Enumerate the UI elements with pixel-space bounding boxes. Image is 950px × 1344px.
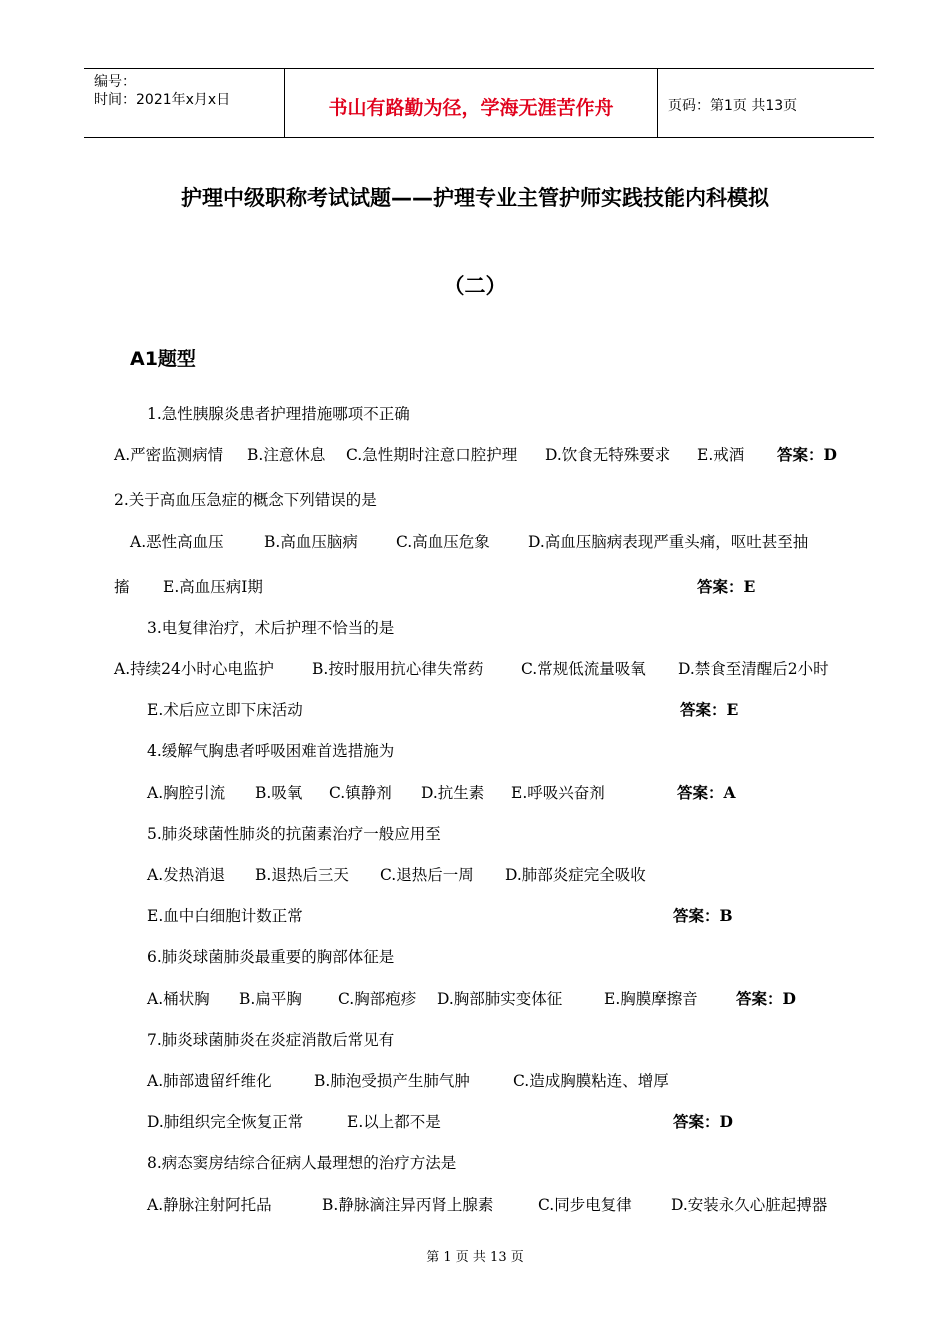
option: D.饮食无特殊要求 [545,446,671,464]
answer-label: 答案：E [697,577,756,596]
question-stem: 3.电复律治疗，术后护理不恰当的是 [147,619,395,637]
option-continuation: 搐 [114,578,130,596]
page-footer: 第 1 页 共 13 页 [426,1250,524,1265]
option: D.胸部肺实变体征 [437,990,563,1008]
option: E.血中白细胞计数正常 [147,907,303,925]
option: C.胸部疱疹 [338,990,417,1008]
option: C.高血压危象 [396,533,490,551]
option: A.恶性高血压 [130,533,224,551]
question-stem: 1.急性胰腺炎患者护理措施哪项不正确 [147,405,410,423]
header-meta-cell [84,69,284,137]
section-heading: A1题型 [130,348,196,370]
option: A.持续24小时心电监护 [114,660,274,678]
option: D.高血压脑病表现严重头痛，呕吐甚至抽 [528,533,809,551]
option: B.高血压脑病 [264,533,358,551]
option: C.造成胸膜粘连、增厚 [513,1072,669,1090]
question-stem: 8.病态窦房结综合征病人最理想的治疗方法是 [147,1154,457,1172]
option: A.发热消退 [147,866,226,884]
option: A.胸腔引流 [147,784,226,802]
option: D.安装永久心脏起搏器 [671,1196,828,1214]
option: B.静脉滴注异丙肾上腺素 [322,1196,494,1214]
option: D.肺部炎症完全吸收 [505,866,646,884]
header-motto-cell [284,69,658,137]
option: B.按时服用抗心律失常药 [312,660,484,678]
answer-label: 答案：B [673,906,733,925]
option: D.禁食至清醒后2小时 [678,660,829,678]
document-title: 护理中级职称考试试题——护理专业主管护师实践技能内科模拟 [181,186,769,210]
option: E.高血压病Ⅰ期 [163,578,263,596]
option: C.镇静剂 [329,784,392,802]
option: C.急性期时注意口腔护理 [346,446,518,464]
option: E.戒酒 [697,446,745,464]
answer-label: 答案：E [680,700,739,719]
document-number-label: 编号： [94,74,136,90]
question-stem: 6.肺炎球菌肺炎最重要的胸部体征是 [147,948,395,966]
option: C.同步电复律 [538,1196,632,1214]
document-title-subtitle: （二） [443,274,507,298]
document-time-label: 时间：2021年x月x日 [94,92,231,108]
answer-label: 答案：D [673,1112,733,1131]
option: A.桶状胸 [147,990,210,1008]
question-stem: 4.缓解气胸患者呼吸困难首选措施为 [147,742,395,760]
option: E.术后应立即下床活动 [147,701,303,719]
answer-label: 答案：D [777,445,837,464]
option: A.肺部遗留纤维化 [147,1072,272,1090]
option: C.退热后一周 [380,866,474,884]
option: E.呼吸兴奋剂 [511,784,605,802]
option: A.静脉注射阿托品 [147,1196,272,1214]
option: D.抗生素 [421,784,485,802]
question-stem: 5.肺炎球菌性肺炎的抗菌素治疗一般应用至 [147,825,441,843]
header-page-number: 页码：第1页 共13页 [668,98,798,114]
option: B.肺泡受损产生肺气肿 [314,1072,470,1090]
question-stem: 7.肺炎球菌肺炎在炎症消散后常见有 [147,1031,395,1049]
option: E.胸膜摩擦音 [604,990,698,1008]
option: B.扁平胸 [239,990,302,1008]
answer-label: 答案：D [736,989,796,1008]
option: D.肺组织完全恢复正常 [147,1113,304,1131]
option: B.注意休息 [247,446,326,464]
option: C.常规低流量吸氧 [521,660,646,678]
option: A.严密监测病情 [114,446,224,464]
header-page-cell [658,69,874,137]
question-stem: 2.关于高血压急症的概念下列错误的是 [114,491,377,509]
page-header [84,68,874,138]
option: E.以上都不是 [347,1113,441,1131]
answer-label: 答案：A [677,783,736,802]
option: B.吸氧 [255,784,303,802]
header-motto: 书山有路勤为径，学海无涯苦作舟 [328,97,614,119]
option: B.退热后三天 [255,866,349,884]
